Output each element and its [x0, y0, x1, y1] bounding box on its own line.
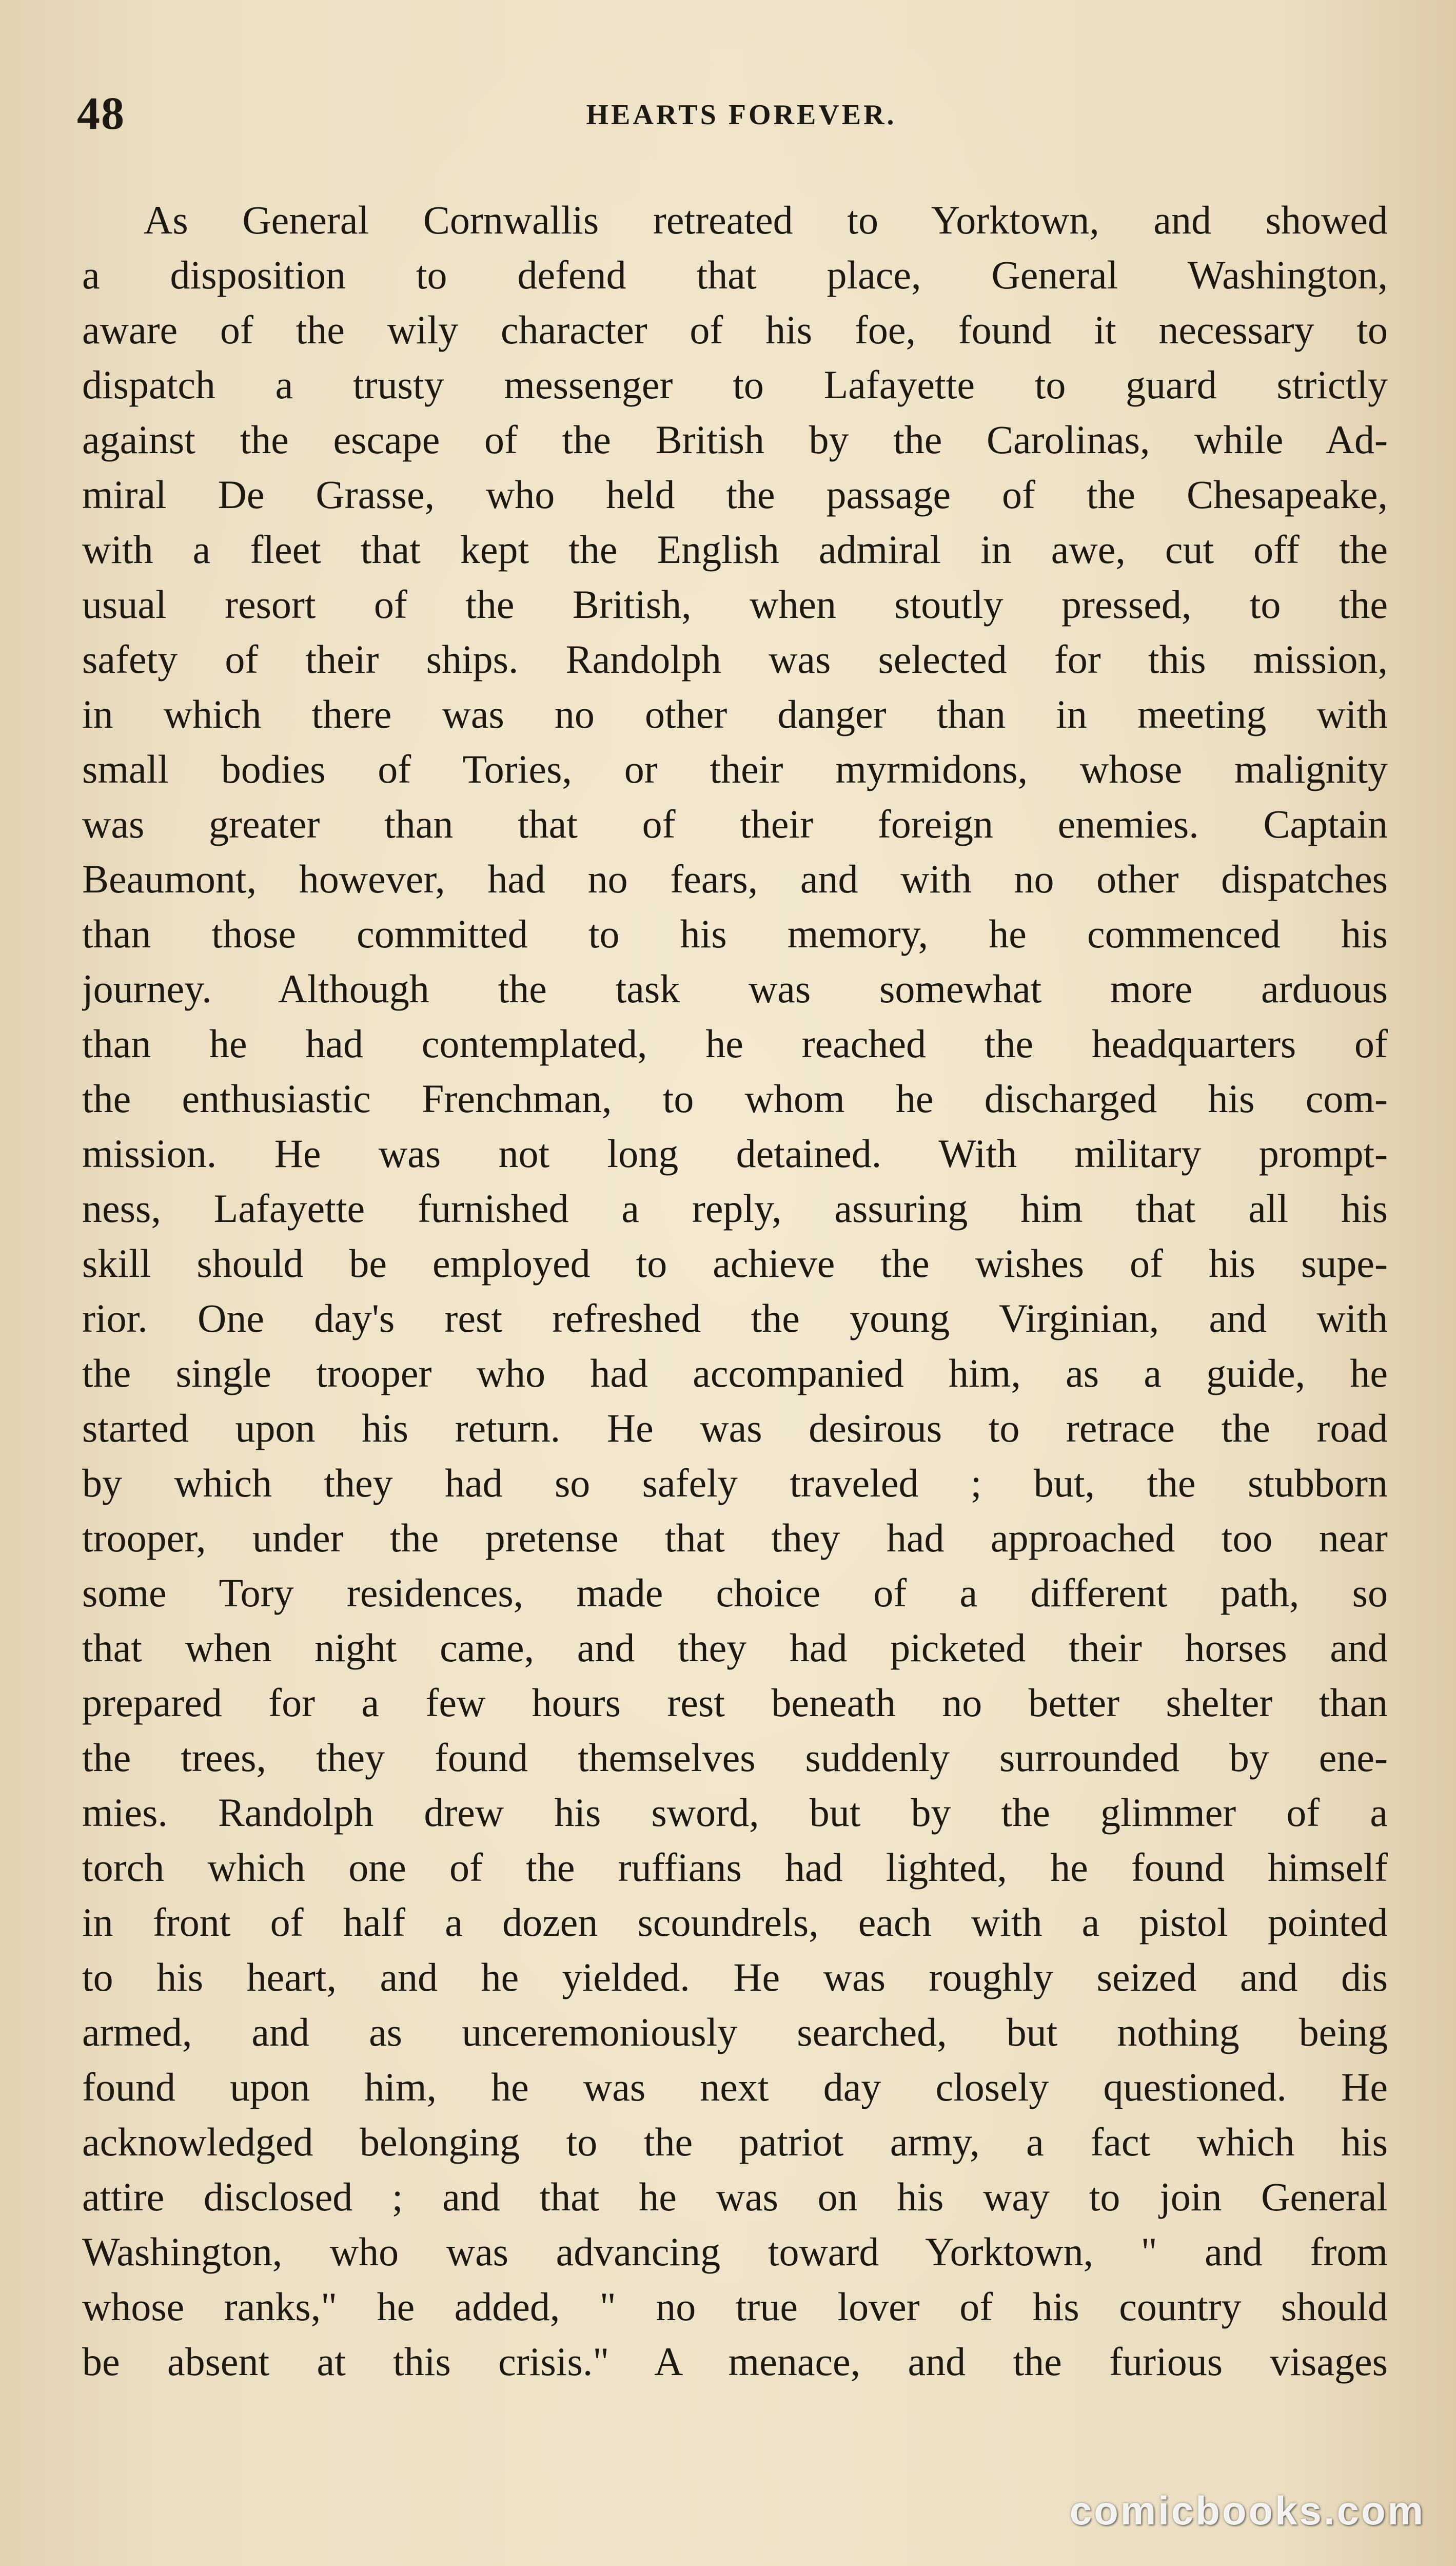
text-line: that when night came, and they had picketed their horses and	[82, 1625, 1388, 1670]
page-number: 48	[77, 88, 125, 139]
text-line: the single trooper who had accompanied him, as a guide, he	[82, 1351, 1388, 1395]
text-line: dispatch a trusty messenger to Lafayette to guard strictly	[82, 362, 1388, 407]
text-line: ness, Lafayette furnished a reply, assuring him that all his	[82, 1186, 1388, 1231]
text-line: in which there was no other danger than in meeting with	[82, 692, 1388, 736]
text-line: prepared for a few hours rest beneath no better shelter than	[82, 1680, 1388, 1725]
body-paragraph	[82, 192, 1388, 2389]
text-line: against the escape of the British by the Carolinas, while Ad-	[82, 417, 1388, 462]
text-line: small bodies of Tories, or their myrmidons, whose malignity	[82, 747, 1388, 791]
text-line: journey. Although the task was somewhat more arduous	[82, 966, 1388, 1011]
text-line: found upon him, he was next day closely questioned. He	[82, 2065, 1388, 2109]
text-line: be absent at this crisis." A menace, and the furious visages	[82, 2339, 1388, 2384]
text-line: safety of their ships. Randolph was selected for this mission,	[82, 637, 1388, 682]
text-line: usual resort of the British, when stoutly pressed, to the	[82, 582, 1388, 627]
running-title: HEARTS FOREVER.	[586, 99, 897, 131]
text-line: by which they had so safely traveled ; but, the stubborn	[82, 1461, 1388, 1505]
watermark: comicbooks.com	[1069, 2488, 1425, 2533]
text-line: than those committed to his memory, he commenced his	[82, 911, 1388, 956]
text-line: aware of the wily character of his foe, found it necessary to	[82, 307, 1388, 352]
text-line: miral De Grasse, who held the passage of the Chesapeake,	[82, 472, 1388, 517]
text-line: skill should be employed to achieve the wishes of his supe-	[82, 1241, 1388, 1286]
text-line: As General Cornwallis retreated to Yorktown, and showed	[144, 198, 1388, 242]
text-line: mission. He was not long detained. With military prompt-	[82, 1131, 1388, 1176]
text-line: the enthusiastic Frenchman, to whom he discharged his com-	[82, 1076, 1388, 1121]
text-line: than he had contemplated, he reached the headquarters of	[82, 1021, 1388, 1066]
text-line: a disposition to defend that place, General Washington,	[82, 252, 1388, 297]
text-line: was greater than that of their foreign enemies. Captain	[82, 802, 1388, 846]
text-line: with a fleet that kept the English admiral in awe, cut off the	[82, 527, 1388, 572]
text-line: in front of half a dozen scoundrels, each with a pistol pointed	[82, 1900, 1388, 1945]
page-header	[77, 87, 1385, 144]
text-line: some Tory residences, made choice of a different path, so	[82, 1570, 1388, 1615]
text-line: mies. Randolph drew his sword, but by the glimmer of a	[82, 1790, 1388, 1835]
text-line: started upon his return. He was desirous to retrace the road	[82, 1406, 1388, 1450]
text-line: torch which one of the ruffians had lighted, he found himself	[82, 1845, 1388, 1890]
text-line: attire disclosed ; and that he was on his way to join General	[82, 2174, 1388, 2219]
text-line: trooper, under the pretense that they had approached too near	[82, 1515, 1388, 1560]
text-line: the trees, they found themselves suddenly surrounded by ene-	[82, 1735, 1388, 1780]
text-line: armed, and as unceremoniously searched, but nothing being	[82, 2010, 1388, 2054]
text-line: rior. One day's rest refreshed the young Virginian, and with	[82, 1296, 1388, 1340]
text-line: Washington, who was advancing toward Yorktown, " and from	[82, 2229, 1388, 2274]
text-line: Beaumont, however, had no fears, and with no other dispatches	[82, 857, 1388, 901]
text-line: whose ranks," he added, " no true lover of his country should	[82, 2284, 1388, 2329]
text-line: to his heart, and he yielded. He was roughly seized and dis	[82, 1955, 1388, 1999]
text-line: acknowledged belonging to the patriot army, a fact which his	[82, 2120, 1388, 2164]
